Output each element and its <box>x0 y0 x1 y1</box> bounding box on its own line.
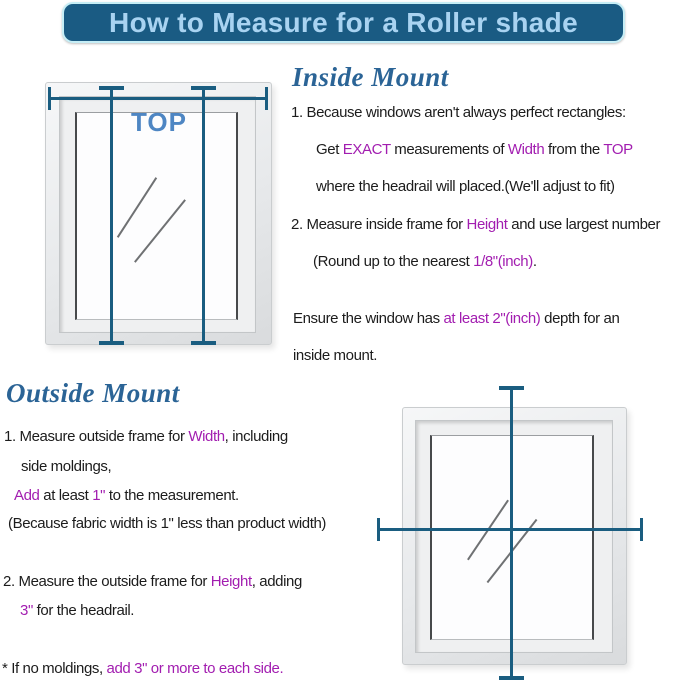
text-segment: Add <box>14 487 40 504</box>
text-segment: Height <box>466 216 508 233</box>
outside-width-tick-right <box>640 518 643 541</box>
instruction-line <box>313 253 537 270</box>
text-segment: 1. Because windows aren't always perfect rectangles: <box>291 104 626 121</box>
text-segment: and use largest number <box>507 216 661 233</box>
text-segment: for the headrail. <box>32 602 135 619</box>
text-segment: side moldings, <box>21 458 112 475</box>
inside-mount-heading: Inside Mount <box>292 62 449 92</box>
outside-mount-heading: Outside Mount <box>6 378 180 408</box>
text-segment: 2. Measure the outside frame for <box>3 573 211 590</box>
text-segment: to the measurement. <box>105 487 239 504</box>
window-glass <box>75 112 238 320</box>
outside-height-tick-bottom <box>499 676 524 680</box>
text-segment: Width <box>188 428 225 445</box>
text-segment: Ensure the window has <box>293 310 444 327</box>
text-segment: . <box>532 253 537 270</box>
outside-mount-window-illustration <box>402 407 627 665</box>
text-segment: 3" <box>20 602 33 619</box>
text-segment: 2. Measure inside frame for <box>291 216 467 233</box>
outside-width-measure-line <box>378 528 643 531</box>
text-segment: 1. Measure outside frame for <box>4 428 189 445</box>
text-segment: (Round up to the nearest <box>313 253 474 270</box>
text-segment: at least 2"(inch) <box>443 310 541 327</box>
guide-2-bottom-tick <box>191 341 216 345</box>
inside-width-measure-line <box>49 97 267 100</box>
text-segment: , including <box>224 428 288 445</box>
text-segment: add 3" or more to each side. <box>106 660 284 677</box>
guide-2-top-tick <box>191 86 216 90</box>
instruction-line <box>293 347 377 364</box>
instruction-line <box>8 515 326 532</box>
instruction-line <box>291 216 660 233</box>
inside-width-tick-right <box>265 87 268 110</box>
page-title: How to Measure for a Roller shade <box>109 6 578 38</box>
instruction-line <box>14 487 239 504</box>
text-segment: Width <box>507 141 545 158</box>
instruction-line <box>20 602 134 619</box>
text-segment: 1/8"(inch) <box>473 253 533 270</box>
instruction-line <box>21 458 111 475</box>
text-segment: at least <box>39 487 93 504</box>
text-segment: , adding <box>251 573 302 590</box>
instruction-line <box>3 573 302 590</box>
instruction-line <box>316 141 633 158</box>
inside-height-guide-line-1 <box>110 87 113 344</box>
text-segment: EXACT <box>342 141 391 158</box>
top-label: TOP <box>131 107 187 137</box>
instruction-line <box>316 178 615 195</box>
text-segment: depth for an <box>540 310 620 327</box>
instruction-line <box>293 310 619 327</box>
guide-1-top-tick <box>99 86 124 90</box>
text-segment: * If no moldings, <box>2 660 107 677</box>
text-segment: measurements of <box>390 141 508 158</box>
outside-height-measure-line <box>510 388 513 678</box>
outside-width-tick-left <box>377 518 380 541</box>
inside-width-tick-left <box>48 87 51 110</box>
text-segment: Get <box>316 141 343 158</box>
footnote-line <box>2 660 283 677</box>
text-segment: Height <box>210 573 252 590</box>
inside-height-guide-line-2 <box>202 87 205 344</box>
text-segment: TOP <box>603 141 633 158</box>
text-segment: from the <box>544 141 604 158</box>
instruction-line <box>4 428 288 445</box>
text-segment: where the headrail will placed.(We'll adjust to fit) <box>316 178 615 195</box>
outside-height-tick-top <box>499 386 524 390</box>
guide-1-bottom-tick <box>99 341 124 345</box>
page-title-banner <box>62 2 625 43</box>
instruction-line <box>291 104 626 121</box>
text-segment: (Because fabric width is 1" less than product width) <box>8 515 327 532</box>
text-segment: 1" <box>92 487 106 504</box>
text-segment: inside mount. <box>293 347 378 364</box>
